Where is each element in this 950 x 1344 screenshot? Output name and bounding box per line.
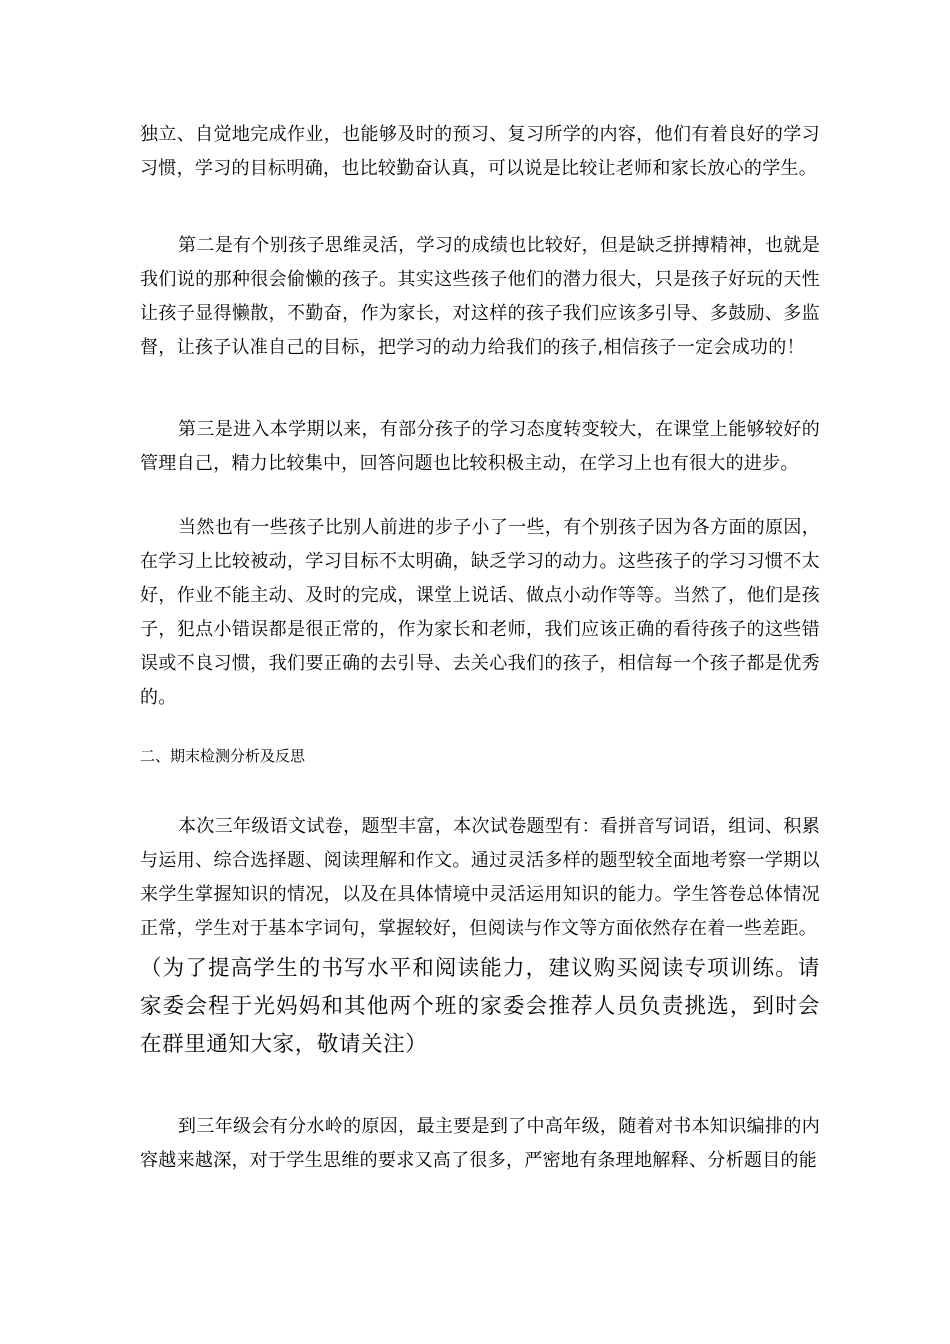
paragraph-attitude-change: 第三是进入本学期以来，有部分孩子的学习态度转变较大，在课堂上能够较好的管理自己，精力比较集中，回答问题也比较积极主动，在学习上也有很大的进步。 — [140, 419, 820, 474]
paragraph-lazy-children: 第二是有个别孩子思维灵活，学习的成绩也比较好，但是缺乏拼搏精神，也就是我们说的那种很会偷懒的孩子。其实这些孩子他们的潜力很大，只是孩子好玩的天性让孩子显得懒散，不勤奋，作为家长，对这样的孩子我们应该多引导、多鼓励、多监督，让孩子认准自己的目标，把学习的动力给我们的孩子,相信孩子一定会成功的！ — [140, 235, 820, 358]
paragraph-study-habits: 独立、自觉地完成作业，也能够及时的预习、复习所学的内容，他们有着良好的学习习惯，学习的目标明确，也比较勤奋认真，可以说是比较让老师和家长放心的学生。 — [140, 124, 820, 179]
section-heading-exam-analysis: 二、期末检测分析及反思 — [140, 747, 306, 765]
paragraph-slower-children: 当然也有一些孩子比别人前进的步子小了一些，有个别孩子因为各方面的原因，在学习上比较被动，学习目标不太明确，缺乏学习的动力。这些孩子的学习习惯不太好，作业不能主动、及时的完成，课堂上说话、做点小动作等等。当然了，他们是孩子，犯点小错误都是很正常的，作为家长和老师，我们应该正确的看待孩子的这些错误或不良习惯，我们要正确的去引导、去关心我们的孩子，相信每一个孩子都是优秀的。 — [140, 517, 820, 708]
paragraph-reading-training-note: （为了提高学生的书写水平和阅读能力，建议购买阅读专项训练。请家委会程于光妈妈和其他两个班的家委会推荐人员负责挑选，到时会在群里通知大家，敬请关注） — [140, 956, 820, 1057]
paragraph-grade-three-watershed: 到三年级会有分水岭的原因，最主要是到了中高年级，随着对书本知识编排的内容越来越深，对于学生思维的要求又高了很多，严密地有条理地解释、分析题目的能 — [140, 1116, 820, 1171]
paragraph-exam-overview: 本次三年级语文试卷，题型丰富，本次试卷题型有：看拼音写词语，组词、积累与运用、综合选择题、阅读理解和作文。通过灵活多样的题型较全面地考察一学期以来学生掌握知识的情况，以及在具体情境中灵活运用知识的能力。学生答卷总体情况正常，学生对于基本字词句，掌握较好，但阅读与作文等方面依然存在着一些差距。 — [140, 816, 820, 939]
